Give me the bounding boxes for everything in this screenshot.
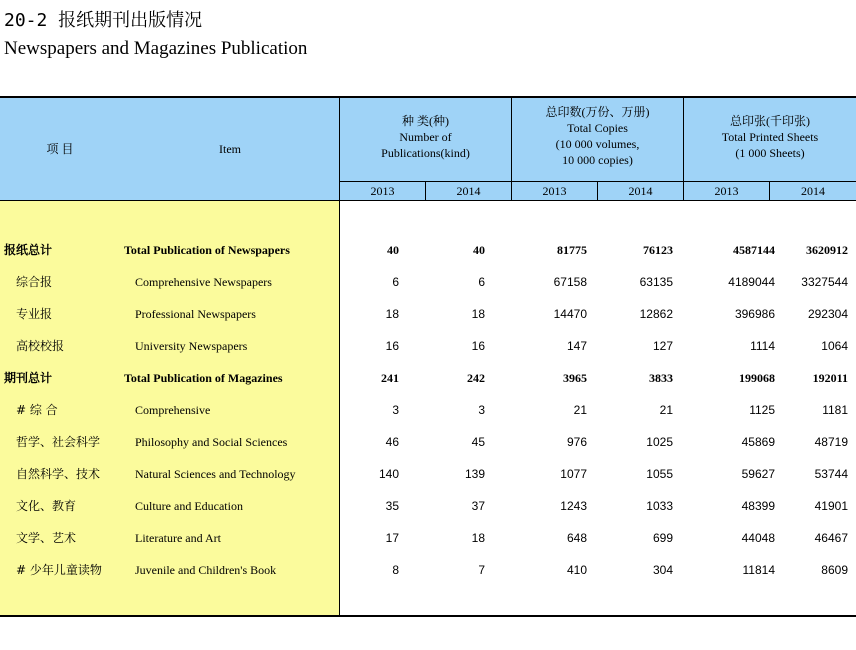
value-cell: 3 (478, 403, 485, 417)
value-cell: 59627 (741, 467, 775, 481)
page-title-english: Newspapers and Magazines Publication (4, 38, 308, 59)
value-cell: 139 (464, 467, 485, 481)
table-row (0, 458, 856, 490)
table-row (0, 298, 856, 330)
value-cell: 18 (385, 307, 399, 321)
row-label-english: Total Publication of Newspapers (124, 243, 290, 257)
value-cell: 1033 (646, 499, 673, 513)
value-cell: 1114 (750, 339, 775, 353)
value-cell: 192011 (812, 371, 848, 385)
value-cell: 16 (471, 339, 485, 353)
value-cell: 45 (471, 435, 485, 449)
year-header: 2013 (714, 184, 739, 198)
value-cell: 40 (387, 243, 399, 257)
value-cell: 1055 (646, 467, 673, 481)
header-group-subtitle: Total Copies (567, 121, 628, 135)
row-label-chinese: 文学、艺术 (16, 531, 77, 545)
value-cell: 1025 (646, 435, 673, 449)
header-group-publications (340, 113, 511, 161)
header-item-english: Item (219, 142, 241, 156)
value-cell: 3965 (563, 371, 587, 385)
value-cell: 45869 (741, 435, 775, 449)
table-row (0, 426, 856, 458)
row-label-english: Juvenile and Children's Book (135, 563, 277, 577)
group-divider (683, 96, 684, 200)
value-cell: 11814 (742, 563, 775, 577)
value-cell: 44048 (741, 531, 775, 545)
header-group-subtitle: (1 000 Sheets) (735, 146, 805, 160)
value-cell: 127 (652, 339, 673, 353)
row-label-chinese: 自然科学、技术 (16, 467, 101, 481)
table-row (0, 490, 856, 522)
row-label-english: University Newspapers (135, 339, 248, 353)
value-cell: 3327544 (801, 275, 848, 289)
value-cell: 18 (471, 531, 485, 545)
value-cell: 63135 (639, 275, 673, 289)
value-cell: 699 (652, 531, 673, 545)
value-cell: 18 (471, 307, 485, 321)
header-group-copies (512, 104, 683, 168)
table-row (0, 362, 856, 394)
value-cell: 1064 (821, 339, 848, 353)
value-cell: 7 (478, 563, 485, 577)
year-header: 2013 (542, 184, 567, 198)
value-cell: 1243 (560, 499, 587, 513)
row-label-english: Culture and Education (135, 499, 243, 513)
header-bottom-rule (0, 200, 856, 201)
value-cell: 8609 (821, 563, 848, 577)
value-cell: 81775 (557, 243, 587, 257)
year-divider (769, 181, 770, 200)
table-row (0, 330, 856, 362)
value-cell: 76123 (643, 243, 673, 257)
value-cell: 12862 (639, 307, 673, 321)
value-cell: 46467 (814, 531, 848, 545)
table-row (0, 394, 856, 426)
value-cell: 14470 (553, 307, 587, 321)
value-cell: 1125 (749, 403, 775, 417)
row-label-english: Comprehensive Newspapers (135, 275, 272, 289)
value-cell: 67158 (553, 275, 587, 289)
value-cell: 140 (378, 467, 399, 481)
row-label-chinese: 高校校报 (16, 339, 65, 353)
table-row (0, 554, 856, 586)
row-label-english: Natural Sciences and Technology (135, 467, 296, 481)
row-label-english: Philosophy and Social Sciences (135, 435, 288, 449)
value-cell: 4189044 (728, 275, 775, 289)
table-bottom-rule (0, 615, 856, 617)
value-cell: 147 (566, 339, 587, 353)
header-group-label: 总印张(千印张) (730, 114, 810, 128)
row-label-chinese: 报纸总计 (4, 243, 53, 257)
header-group-label: 总印数(万份、万册) (545, 105, 650, 119)
year-divider (425, 181, 426, 200)
value-cell: 48719 (814, 435, 848, 449)
value-cell: 37 (471, 499, 485, 513)
value-cell: 4587144 (733, 243, 775, 257)
value-cell: 21 (659, 403, 673, 417)
row-label-chinese: 文化、教育 (16, 499, 77, 513)
row-label-english: Professional Newspapers (135, 307, 256, 321)
value-cell: 976 (566, 435, 587, 449)
row-label-chinese: # 少年儿童读物 (16, 563, 102, 577)
row-label-chinese: 哲学、社会科学 (16, 435, 101, 449)
row-label-english: Comprehensive (135, 403, 211, 417)
header-group-sheets (684, 113, 856, 161)
row-label-chinese: 综合报 (16, 275, 53, 289)
row-label-english: Literature and Art (135, 531, 221, 545)
header-item-chinese: 项 目 (46, 142, 74, 156)
header-group-label: 种 类(种) (402, 114, 449, 128)
value-cell: 8 (392, 563, 399, 577)
header-group-subtitle: (10 000 volumes, (555, 137, 640, 151)
year-header: 2014 (456, 184, 481, 198)
value-cell: 1077 (560, 467, 587, 481)
page-title-chinese: 20-2 报纸期刊出版情况 (4, 10, 203, 31)
value-cell: 21 (573, 403, 587, 417)
value-cell: 3833 (649, 371, 673, 385)
header-group-subtitle: Total Printed Sheets (721, 130, 819, 144)
value-cell: 40 (473, 243, 485, 257)
value-cell: 396986 (734, 307, 775, 321)
value-cell: 41901 (814, 499, 848, 513)
value-cell: 241 (381, 371, 399, 385)
value-cell: 46 (385, 435, 399, 449)
value-cell: 304 (652, 563, 673, 577)
table-row (0, 234, 856, 266)
value-cell: 292304 (807, 307, 848, 321)
row-label-chinese: 期刊总计 (4, 371, 53, 385)
value-cell: 199068 (739, 371, 775, 385)
header-group-subtitle: Publications(kind) (381, 146, 470, 160)
group-divider (511, 96, 512, 200)
value-cell: 17 (385, 531, 399, 545)
year-header: 2014 (628, 184, 653, 198)
value-cell: 3620912 (806, 243, 848, 257)
table-row (0, 522, 856, 554)
value-cell: 3 (392, 403, 399, 417)
value-cell: 53744 (814, 467, 848, 481)
row-label-chinese: # 综 合 (16, 403, 58, 417)
value-cell: 410 (566, 563, 587, 577)
value-cell: 35 (385, 499, 399, 513)
value-cell: 6 (478, 275, 485, 289)
header-group-subtitle: 10 000 copies) (562, 153, 633, 167)
value-cell: 242 (467, 371, 485, 385)
value-cell: 16 (385, 339, 399, 353)
row-label-english: Total Publication of Magazines (124, 371, 283, 385)
year-header: 2014 (801, 184, 825, 198)
value-cell: 6 (392, 275, 399, 289)
header-group-subtitle: Number of (399, 130, 452, 144)
year-divider (597, 181, 598, 200)
value-cell: 48399 (741, 499, 775, 513)
value-cell: 648 (566, 531, 587, 545)
value-cell: 1181 (822, 403, 848, 417)
year-header: 2013 (370, 184, 395, 198)
table-row (0, 266, 856, 298)
row-label-chinese: 专业报 (16, 307, 53, 321)
